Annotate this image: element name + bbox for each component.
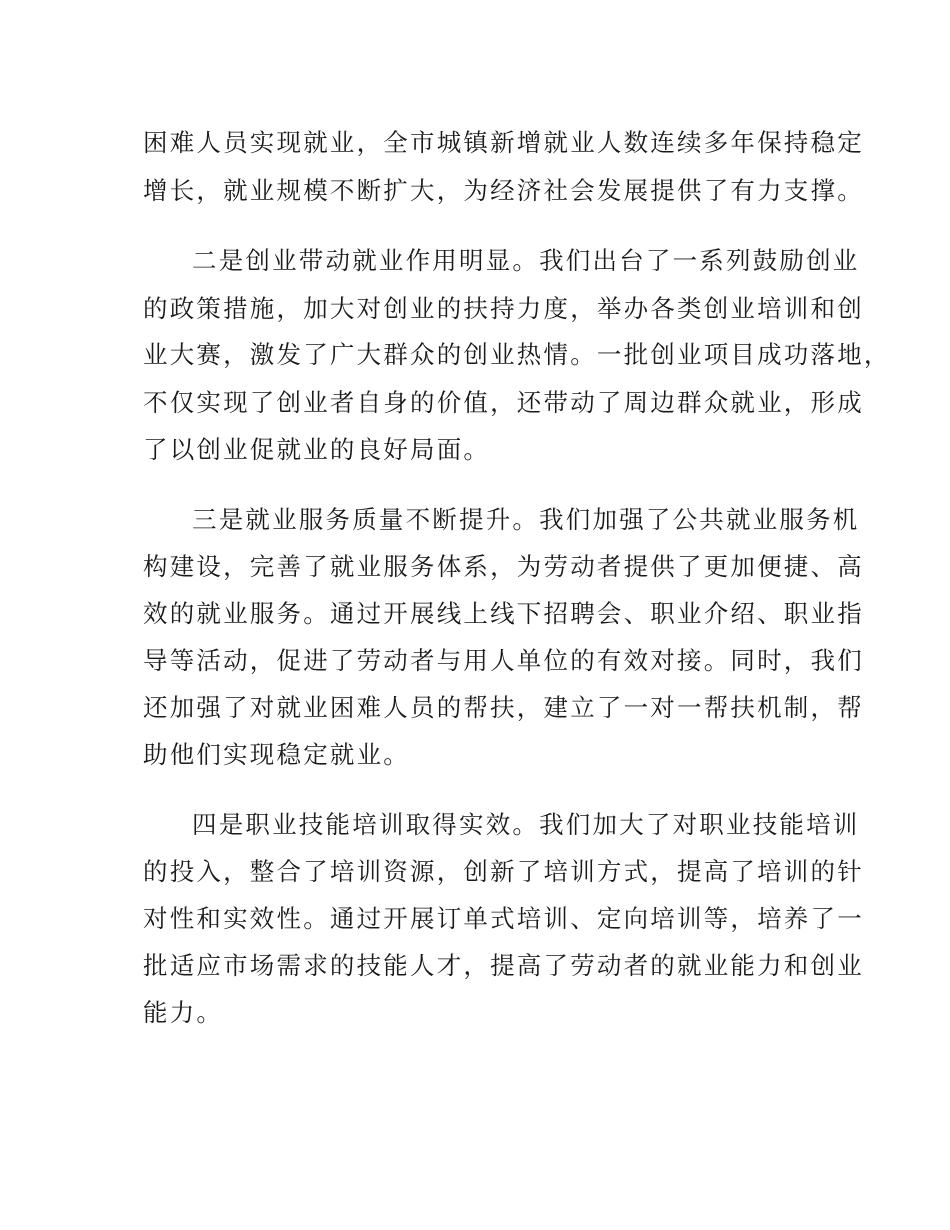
text-line: 能力。 bbox=[143, 998, 224, 1027]
text-line: 困难人员实现就业，全市城镇新增就业人数连续多年保持稳定 bbox=[143, 128, 864, 157]
text-line: 效的就业服务。通过开展线上线下招聘会、职业介绍、职业指 bbox=[143, 599, 864, 628]
text-line: 的投入，整合了培训资源，创新了培训方式，提高了培训的针 bbox=[143, 857, 864, 886]
text-line: 批适应市场需求的技能人才，提高了劳动者的就业能力和创业 bbox=[143, 951, 864, 980]
text-line: 构建设，完善了就业服务体系，为劳动者提供了更加便捷、高 bbox=[143, 552, 864, 581]
text-line: 四是职业技能培训取得实效。我们加大了对职业技能培训 bbox=[192, 810, 860, 839]
text-line: 导等活动，促进了劳动者与用人单位的有效对接。同时，我们 bbox=[143, 646, 864, 675]
text-line: 二是创业带动就业作用明显。我们出台了一系列鼓励创业 bbox=[192, 246, 860, 275]
text-line: 的政策措施，加大对创业的扶持力度，举办各类创业培训和创 bbox=[143, 294, 864, 323]
text-line: 增长，就业规模不断扩大，为经济社会发展提供了有力支撑。 bbox=[143, 176, 864, 205]
text-line: 了以创业促就业的良好局面。 bbox=[143, 435, 491, 464]
text-line: 三是就业服务质量不断提升。我们加强了公共就业服务机 bbox=[192, 505, 860, 534]
text-line: 对性和实效性。通过开展订单式培训、定向培训等，培养了一 bbox=[143, 904, 864, 933]
text-line: 助他们实现稳定就业。 bbox=[143, 740, 410, 769]
text-line: 不仅实现了创业者自身的价值，还带动了周边群众就业，形成 bbox=[143, 388, 864, 417]
text-line: 还加强了对就业困难人员的帮扶，建立了一对一帮扶机制，帮 bbox=[143, 693, 864, 722]
text-line: 业大赛，激发了广大群众的创业热情。一批创业项目成功落地， bbox=[143, 340, 891, 369]
